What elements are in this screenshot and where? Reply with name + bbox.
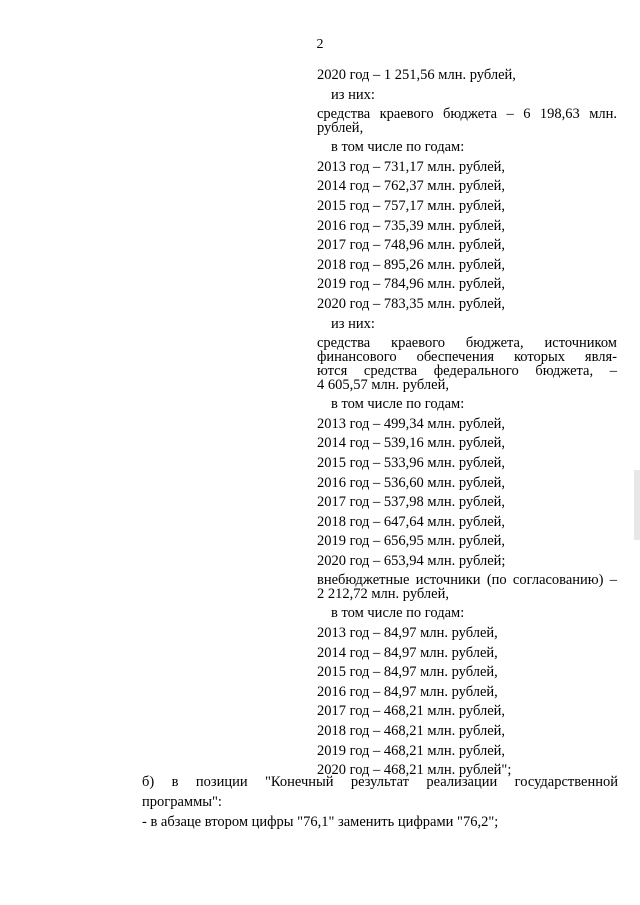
- year-line: 2016 год – 536,60 млн. рублей,: [317, 474, 506, 491]
- year-line: 2013 год – 731,17 млн. рублей,: [317, 158, 506, 175]
- year-line: 2014 год – 762,37 млн. рублей,: [317, 178, 506, 195]
- funding-column: [317, 66, 617, 781]
- year-line: 2013 год – 499,34 млн. рублей,: [317, 415, 506, 432]
- paragraph-line: ются средства федерального бюджета, –: [317, 363, 617, 380]
- year-line: 2020 год – 468,21 млн. рублей";: [317, 762, 512, 779]
- year-line: 2017 год – 748,96 млн. рублей,: [317, 237, 506, 254]
- year-line: 2015 год – 757,17 млн. рублей,: [317, 197, 506, 214]
- extrabudgetary-paragraph: [317, 573, 617, 601]
- year-line: 2018 год – 647,64 млн. рублей,: [317, 513, 506, 530]
- year-line: 2019 год – 784,96 млн. рублей,: [317, 276, 506, 293]
- amendment-section: [118, 772, 618, 832]
- year-line: 2014 год – 539,16 млн. рублей,: [317, 435, 506, 452]
- by-years-label: в том числе по годам:: [331, 605, 465, 622]
- year-line: 2017 год – 537,98 млн. рублей,: [317, 494, 506, 511]
- of-them-label: из них:: [331, 315, 375, 332]
- by-years-label: в том числе по годам:: [331, 139, 465, 156]
- paragraph-line: рублей,: [317, 120, 364, 137]
- year-line: 2016 год – 84,97 млн. рублей,: [317, 683, 498, 700]
- paragraph-line: 4 605,57 млн. рублей,: [317, 377, 449, 394]
- year-line: 2019 год – 468,21 млн. рублей,: [317, 742, 506, 759]
- paragraph-line: внебюджетные источники (по согласованию) –: [317, 572, 617, 589]
- item-b-text: б) в позиции "Конечный результат реализации государственной программы":: [142, 774, 618, 810]
- paragraph-line: средства краевого бюджета – 6 198,63 млн.: [317, 106, 617, 123]
- federal-source-paragraph: [317, 336, 617, 392]
- scan-edge-mark: [634, 470, 640, 540]
- year-line: 2015 год – 84,97 млн. рублей,: [317, 664, 498, 681]
- page-number: 2: [316, 37, 324, 52]
- of-them-label: из них:: [331, 86, 375, 103]
- year-line: 2019 год – 656,95 млн. рублей,: [317, 533, 506, 550]
- year-line: 2020 год – 783,35 млн. рублей,: [317, 295, 506, 312]
- year-line: 2016 год – 735,39 млн. рублей,: [317, 217, 506, 234]
- year-line: 2015 год – 533,96 млн. рублей,: [317, 454, 506, 471]
- paragraph-line: финансового обеспечения которых явля-: [317, 349, 617, 366]
- year-line: 2014 год – 84,97 млн. рублей,: [317, 644, 498, 661]
- paragraph-line: 2 212,72 млн. рублей,: [317, 586, 449, 603]
- year-line: 2013 год – 84,97 млн. рублей,: [317, 625, 498, 642]
- item-b-subitem: - в абзаце втором цифры "76,1" заменить цифрами "76,2";: [142, 814, 499, 830]
- by-years-label: в том числе по годам:: [331, 396, 465, 413]
- regional-budget-paragraph: [317, 107, 617, 135]
- year-line: 2018 год – 468,21 млн. рублей,: [317, 723, 506, 740]
- year-line: 2018 год – 895,26 млн. рублей,: [317, 256, 506, 273]
- total-2020-line: 2020 год – 1 251,56 млн. рублей,: [317, 67, 516, 83]
- year-line: 2017 год – 468,21 млн. рублей,: [317, 703, 506, 720]
- year-line: 2020 год – 653,94 млн. рублей;: [317, 552, 506, 569]
- paragraph-line: средства краевого бюджета, источником: [317, 335, 617, 352]
